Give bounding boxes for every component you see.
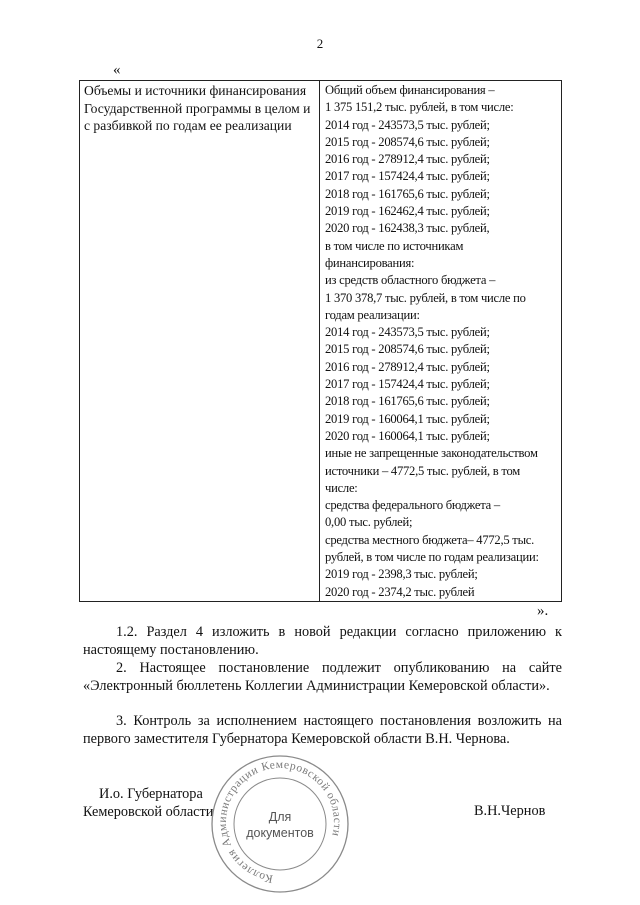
table-cell-label: Объемы и источники финансирования Государственной программы в целом и с разбивкой по годам ее реализации [80, 81, 320, 602]
financing-line: источники – 4772,5 тыс. рублей, в том [325, 463, 521, 478]
signatory-title-line1: И.о. Губернатора [99, 786, 203, 802]
financing-table [79, 80, 562, 602]
financing-line: 2019 год - 162462,4 тыс. рублей; [325, 204, 490, 219]
seal-graphic [202, 754, 358, 895]
financing-line: 2017 год - 157424,4 тыс. рублей; [325, 377, 490, 392]
seal-ring-textpath: Коллегия Администрации Кемеровской области [216, 758, 344, 885]
table-cell-financing [320, 81, 562, 602]
seal-inner-ring [234, 778, 326, 870]
closing-quote-mark: ». [537, 603, 549, 619]
financing-line: 2019 год - 2398,3 тыс. рублей; [325, 567, 478, 582]
seal-outer-ring [212, 756, 348, 892]
paragraph-publication: 2. Настоящее постановление подлежит опубликованию на сайте «Электронный бюллетень Коллегии Администрации Кемеровской области». [83, 660, 562, 694]
financing-line: в том числе по источникам [325, 238, 464, 253]
financing-line: средства федерального бюджета – [325, 498, 500, 513]
financing-line: 2014 год - 243573,5 тыс. рублей; [325, 117, 490, 132]
financing-line: 2017 год - 157424,4 тыс. рублей; [325, 169, 490, 184]
financing-line: иные не запрещенные законодательством [325, 446, 538, 461]
financing-line: 1 370 378,7 тыс. рублей, в том числе по [325, 290, 526, 305]
signatory-name: В.Н.Чернов [474, 803, 546, 819]
financing-line: 1 375 151,2 тыс. рублей, в том числе: [325, 100, 514, 115]
opening-quote-mark: « [113, 62, 121, 78]
financing-line: 2020 год - 160064,1 тыс. рублей; [325, 428, 490, 443]
financing-line: рублей, в том числе по годам реализации: [325, 550, 539, 565]
financing-line: 0,00 тыс. рублей; [325, 515, 413, 530]
round-seal-stamp [202, 754, 358, 895]
financing-line: из средств областного бюджета – [325, 273, 496, 288]
financing-line: финансирования: [325, 255, 415, 270]
financing-line: 2016 год - 278912,4 тыс. рублей; [325, 359, 490, 374]
financing-line: средства местного бюджета– 4772,5 тыс. [325, 532, 535, 547]
seal-center-line1: Для [268, 810, 292, 824]
financing-line: 2015 год - 208574,6 тыс. рублей; [325, 342, 490, 357]
financing-line: 2015 год - 208574,6 тыс. рублей; [325, 134, 490, 149]
financing-line: 2014 год - 243573,5 тыс. рублей; [325, 325, 490, 340]
financing-line: 2020 год - 162438,3 тыс. рублей, [325, 221, 490, 236]
financing-line: 2019 год - 160064,1 тыс. рублей; [325, 411, 490, 426]
financing-line: 2020 год - 2374,2 тыс. рублей [325, 584, 475, 599]
financing-line: числе: [325, 480, 358, 495]
financing-line: 2016 год - 278912,4 тыс. рублей; [325, 152, 490, 167]
seal-center-line2: документов [246, 826, 314, 840]
financing-line: 2018 год - 161765,6 тыс. рублей; [325, 186, 490, 201]
page-number: 2 [316, 36, 324, 51]
table-row [80, 81, 562, 602]
signatory-title-line2: Кемеровской области [83, 804, 214, 820]
financing-line: 2018 год - 161765,6 тыс. рублей; [325, 394, 490, 409]
paragraph-section-4: 1.2. Раздел 4 изложить в новой редакции согласно приложению к настоящему постановлению. [83, 624, 562, 658]
financing-line: Общий объем финансирования – [325, 83, 495, 97]
signatory-title [83, 785, 213, 821]
paragraph-control: 3. Контроль за исполнением настоящего постановления возложить на первого заместителя Губернатора Кемеровской области В.Н. Чернова. [83, 713, 562, 747]
financing-line: годам реализации: [325, 307, 420, 322]
